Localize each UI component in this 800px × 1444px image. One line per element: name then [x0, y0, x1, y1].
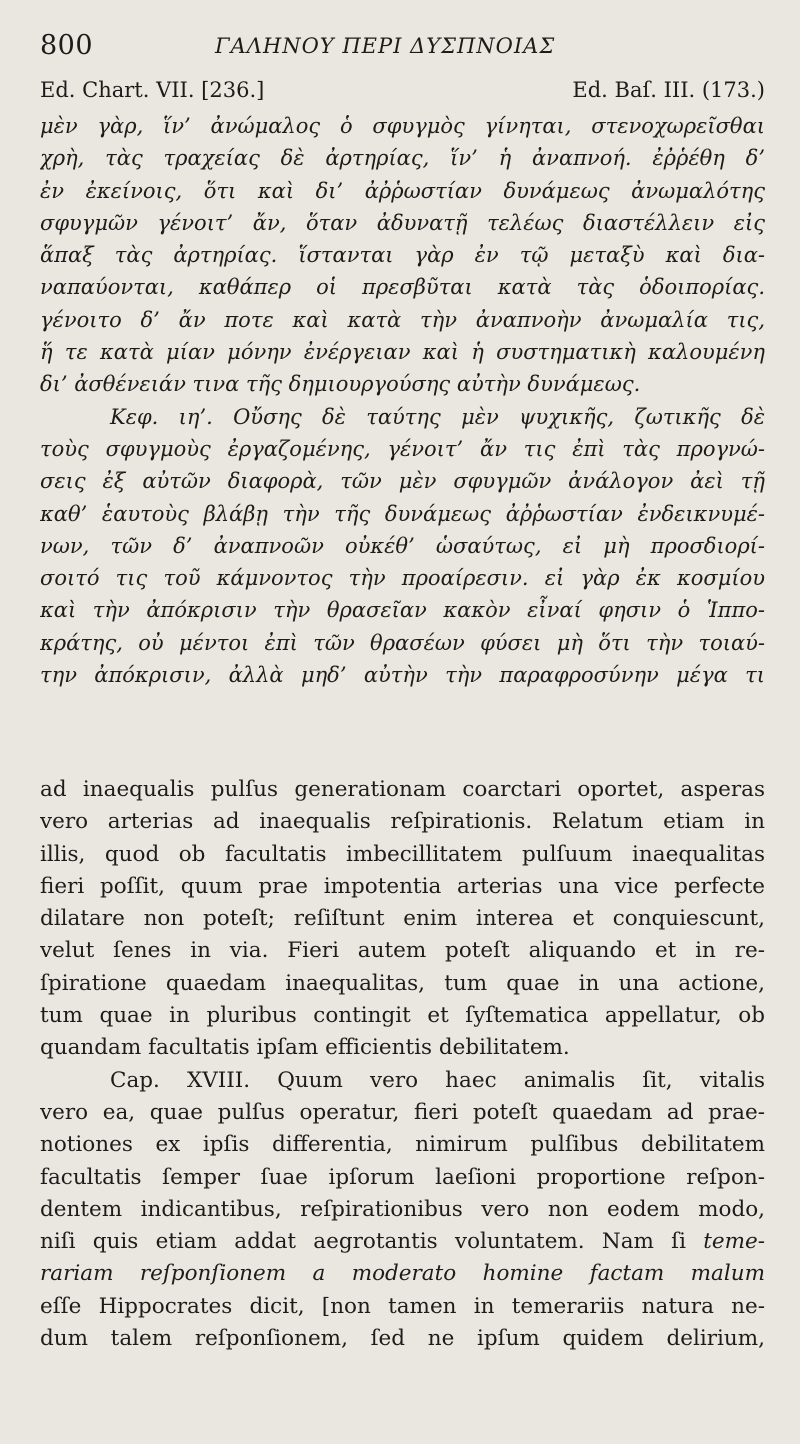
greek-line: τοὺς σφυγμοὺς ἐργαζομένης, γένοιτ’ ἄν τις ἐπὶ τὰς προγνώ- — [40, 436, 765, 461]
greek-line: νων, τῶν δ’ ἀναπνοῶν οὐκέθ’ ὡσαύτως, εἰ μὴ προσδιορί- — [40, 533, 765, 558]
edition-references — [40, 78, 765, 108]
latin-line: eſſe Hippocrates dicit, [non tamen in temerariis natura ne- — [40, 1293, 765, 1319]
latin-line-text: niſi quis etiam addat aegrotantis voluntatem. Nam ſi — [40, 1229, 686, 1255]
greek-line: χρὴ, τὰς τραχείας δὲ ἀρτηρίας, ἵν’ ἡ ἀναπνοή. ἐῤῥέθη δ’ — [40, 146, 765, 171]
latin-line: ſpiratione quaedam inaequalitas, tum quae in una actione, — [40, 970, 765, 996]
greek-line: σφυγμῶν γένοιτ’ ἄν, ὅταν ἀδυνατῇ τελέως διαστέλλειν εἰς — [40, 210, 765, 235]
greek-line: δι’ ἀσθένειάν τινα τῆς δημιουργούσης αὐτὴν δυνάμεως. — [40, 372, 641, 397]
latin-italic-line: rariam reſponſionem a moderato homine factam malum — [40, 1261, 765, 1287]
page-header — [40, 30, 765, 64]
greek-line: καὶ τὴν ἀπόκρισιν τὴν θρασεῖαν κακὸν εἶναί φησιν ὁ Ἱππο- — [40, 598, 765, 623]
edition-chartier: Ed. Chart. VII. [236.] — [40, 78, 265, 102]
greek-line: ἐν ἐκείνοις, ὅτι καὶ δι’ ἀῤῥωστίαν δυνάμεως ἀνωμαλότης — [40, 178, 765, 203]
greek-line: σοιτό τις τοῦ κάμνοντος τὴν προαίρεσιν. εἰ γὰρ ἐκ κοσμίου — [40, 566, 765, 591]
latin-text-block — [40, 774, 765, 1355]
greek-line: σεις ἐξ αὐτῶν διαφορὰ, τῶν μὲν σφυγμῶν ἀνάλογον ἀεὶ τῇ — [40, 469, 765, 494]
greek-chapter-heading-line: Κεφ. ιη’. Οὔσης δὲ ταύτης μὲν ψυχικῆς, ζωτικῆς δὲ — [110, 404, 765, 429]
latin-line: fieri poſſit, quum prae impotentia arterias una vice perfecte — [40, 873, 765, 899]
latin-line: tum quae in pluribus contingit et ſyſtematica appellatur, ob — [40, 1003, 765, 1029]
greek-line: ἅπαξ τὰς ἀρτηρίας. ἵστανται γὰρ ἐν τῷ μεταξὺ καὶ δια- — [40, 243, 765, 268]
latin-line-with-italic — [40, 1226, 765, 1258]
greek-line: καθ’ ἑαυτοὺς βλάβῃ τὴν τῆς δυνάμεως ἀῤῥωστίαν ἐνδεικνυμέ- — [40, 501, 765, 526]
latin-chapter-heading-line: Cap. XVIII. Quum vero haec animalis ſit, vitalis — [110, 1067, 765, 1093]
greek-line: γένοιτο δ’ ἄν ποτε καὶ κατὰ τὴν ἀναπνοὴν ἀνωμαλία τις, — [40, 307, 765, 332]
latin-line: illis, quod ob facultatis imbecillitatem pulſuum inaequalitas — [40, 841, 765, 867]
greek-line: την ἀπόκρισιν, ἀλλὰ μηδ’ αὐτὴν τὴν παραφροσύνην μέγα τι — [40, 663, 765, 688]
greek-line: ναπαύονται, καθάπερ οἱ πρεσβῦται κατὰ τὰς ὁδοιπορίας. — [40, 275, 765, 300]
greek-text-block — [40, 110, 765, 691]
latin-line: dum talem reſponſionem, ſed ne ipſum quidem delirium, — [40, 1326, 765, 1352]
running-title: ΓΑΛΗΝΟΥ ΠΕΡΙ ΔΥΣΠΝΟΙΑΣ — [215, 34, 556, 58]
latin-line: vero arterias ad inaequalis reſpirationis. Relatum etiam in — [40, 809, 765, 835]
latin-line: ad inaequalis pulſus generationam coarctari oportet, asperas — [40, 777, 765, 802]
latin-line: vero ea, quae pulſus operatur, fieri poteſt quaedam ad prae- — [40, 1099, 765, 1125]
latin-line: dentem indicantibus, reſpirationibus vero non eodem modo, — [40, 1196, 765, 1222]
greek-line: κράτης, οὐ μέντοι ἐπὶ τῶν θρασέων φύσει μὴ ὅτι τὴν τοιαύ- — [40, 630, 765, 655]
greek-line: μὲν γὰρ, ἵν’ ἀνώμαλος ὁ σφυγμὸς γίνηται, στενοχωρεῖσθαι — [40, 114, 765, 138]
latin-italic-fragment: teme- — [703, 1229, 765, 1255]
greek-line: ἥ τε κατὰ μίαν μόνην ἐνέργειαν καὶ ἡ συστηματικὴ καλουμένη — [40, 340, 765, 365]
latin-line: facultatis ſemper ſuae ipſorum laeſioni proportione reſpon- — [40, 1164, 765, 1190]
latin-line: velut ſenes in via. Fieri autem poteſt aliquando et in re- — [40, 938, 765, 964]
latin-line: notiones ex ipſis differentia, nimirum pulſibus debilitatem — [40, 1132, 765, 1158]
edition-basel: Ed. Baſ. III. (173.) — [572, 78, 765, 102]
page-number: 800 — [40, 30, 94, 61]
latin-line: quandam facultatis ipſam efficientis debilitatem. — [40, 1035, 570, 1061]
latin-line: dilatare non poteſt; reſiſtunt enim interea et conquiescunt, — [40, 906, 765, 932]
